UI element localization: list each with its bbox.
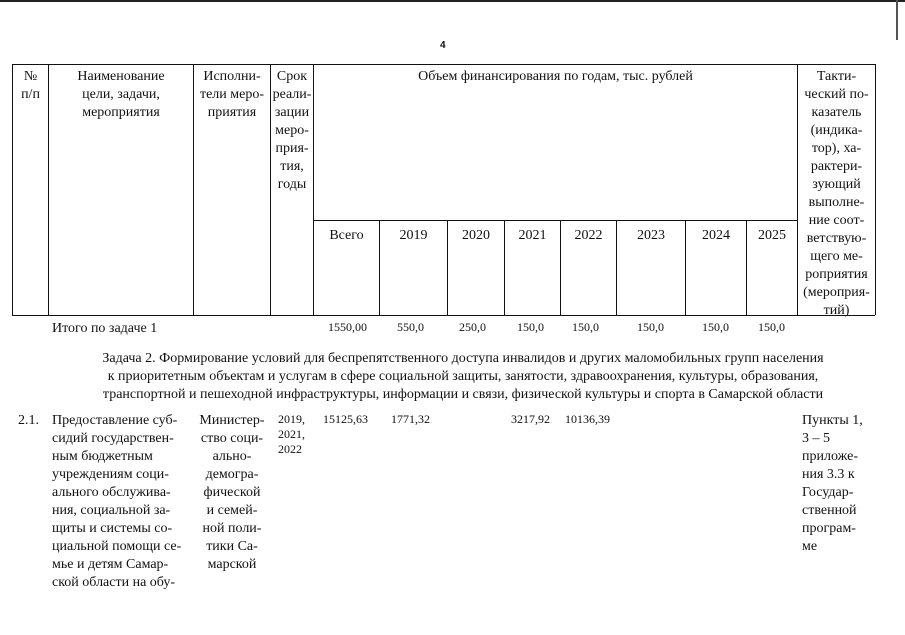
- year-2019: 2019: [399, 228, 428, 243]
- total-2020: 250,0: [459, 320, 486, 334]
- year-total: Всего: [329, 228, 364, 243]
- total-2022: 150,0: [572, 320, 599, 334]
- scan-edge-top: [0, 0, 905, 2]
- total-2024: 150,0: [702, 320, 729, 334]
- total-2025: 150,0: [758, 320, 785, 334]
- page-number: 4: [440, 40, 446, 51]
- task-2-heading: Задача 2. Формирование условий для беспрепятственного доступа инвалидов и других маломобильных групп населения к приоритетным объектам и услугам в сфере социальной защиты, занятости, здравоохранения, культуры, образования, транспортной и пешеходной инфраструктуры, информации и связи, физической культуры и спорта в Самарской области: [102, 351, 824, 402]
- year-2022: 2022: [574, 228, 603, 243]
- year-2024: 2024: [702, 228, 730, 243]
- row-2-1-executor: Министер- ство соци- ально- демогра- фической и семей- ной поли- тики Са- марской: [199, 413, 265, 572]
- header-funding: Объем финансирования по годам, тыс. рублей: [418, 69, 693, 84]
- header-num: № п/п: [21, 69, 40, 102]
- year-2025: 2025: [758, 228, 786, 243]
- scan-edge-right: [896, 0, 898, 40]
- year-2020: 2020: [462, 228, 490, 243]
- total-2019: 550,0: [397, 320, 424, 334]
- header-name: Наименование цели, задачи, мероприятия: [77, 69, 165, 120]
- row-2-1-name: Предоставление суб- сидий государствен- ным бюджетным учреждениям соци- ального обслужива- ния, социальной за- щиты и системы со- циальной помощи се- мье и детям Самар- ской области на обу-: [52, 413, 182, 590]
- row-2-1-num: 2.1.: [18, 413, 39, 428]
- year-2023: 2023: [637, 228, 665, 243]
- total-2021: 150,0: [517, 320, 544, 334]
- row-2-1-2022: 10136,39: [565, 412, 610, 426]
- row-2-1-2019: 1771,32: [391, 412, 430, 426]
- row-2-1-total: 15125,63: [323, 412, 368, 426]
- header-executors: Исполни- тели меро- приятия: [199, 69, 265, 120]
- row-2-1-term: 2019, 2021, 2022: [278, 412, 305, 456]
- total-2023: 150,0: [637, 320, 664, 334]
- header-term: Срок реали- зации меро- прия- тия, годы: [272, 69, 312, 192]
- total-row-label: Итого по задаче 1: [52, 321, 158, 336]
- row-2-1-indicator: Пункты 1, 3 – 5 приложе- ния 3.3 к Государ- ственной програм- ме: [802, 413, 863, 554]
- header-indicator: Такти- ческий по- казатель (индика- тор), ха- рактери- зующий выполне- ние соот- ветствую- щего ме- роприятия (мероприя- тий): [803, 69, 870, 318]
- total-value: 1550,00: [328, 320, 367, 334]
- year-2021: 2021: [518, 228, 547, 243]
- row-2-1-2021: 3217,92: [511, 412, 550, 426]
